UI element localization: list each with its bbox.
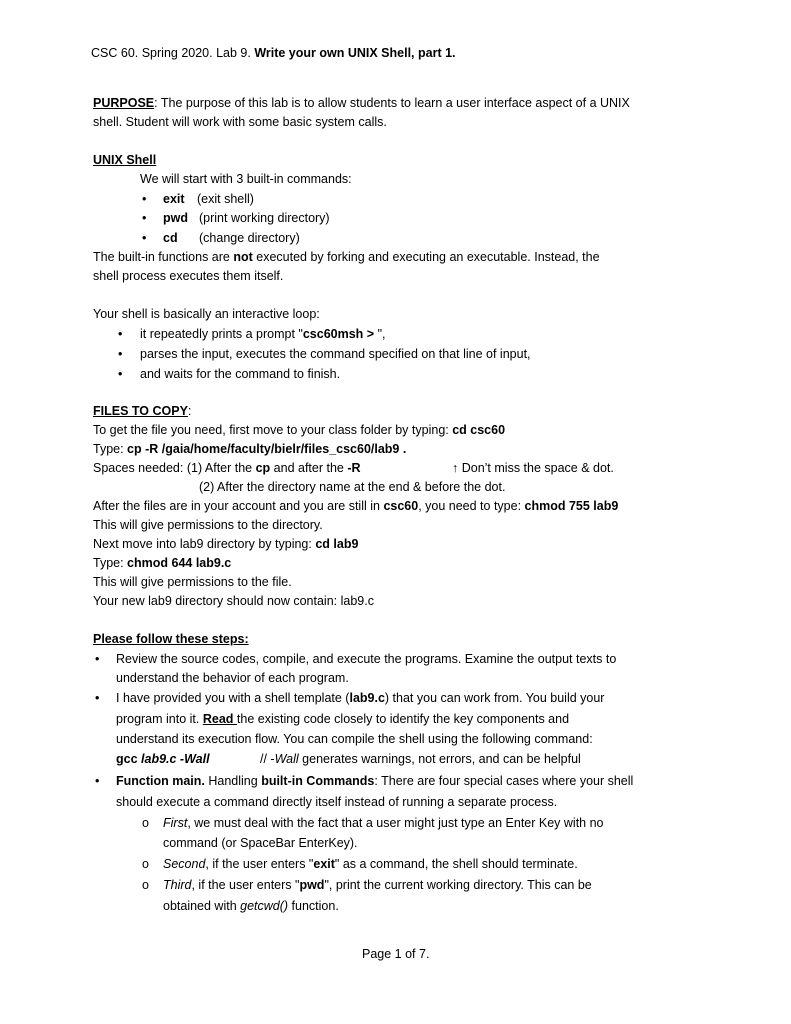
builtin-para-1: The built-in functions are not executed by forking and executing an executable. Instead, the bbox=[93, 250, 600, 264]
bullet-icon: • bbox=[118, 347, 123, 361]
sub-step-line: Second, if the user enters "exit" as a command, the shell should terminate. bbox=[163, 857, 578, 871]
files-line: Type: cp -R /gaia/home/faculty/bielr/files_csc60/lab9 . bbox=[93, 442, 407, 456]
step-line: program into it. Read the existing code closely to identify the key components and bbox=[116, 712, 570, 726]
header-line bbox=[91, 45, 456, 61]
step-line: understand its execution flow. You can compile the shell using the following command: bbox=[116, 732, 593, 746]
command-item: pwd bbox=[163, 211, 188, 225]
step-line: // -Wall generates warnings, not errors, and can be helpful bbox=[260, 752, 581, 766]
page-number: Page 1 of 7. bbox=[362, 947, 430, 961]
arrow-up-icon: ↑ bbox=[452, 461, 459, 475]
purpose-line-2: shell. Student will work with some basic system calls. bbox=[93, 115, 387, 129]
bullet-icon: • bbox=[118, 327, 123, 341]
loop-item: it repeatedly prints a prompt "csc60msh > ", bbox=[140, 327, 386, 341]
circle-bullet-icon: o bbox=[142, 857, 149, 871]
files-line: This will give permissions to the file. bbox=[93, 575, 292, 589]
bullet-icon: • bbox=[142, 211, 147, 225]
command-item: exit bbox=[163, 192, 185, 206]
command-desc: (exit shell) bbox=[197, 192, 254, 206]
lab-title: Write your own UNIX Shell, part 1. bbox=[254, 46, 456, 60]
files-heading-line: FILES TO COPY: bbox=[93, 404, 192, 418]
loop-intro: Your shell is basically an interactive loop: bbox=[93, 307, 320, 321]
step-line: understand the behavior of each program. bbox=[116, 671, 349, 685]
files-line: ↑ Don’t miss the space & dot. bbox=[452, 461, 614, 475]
step-line: I have provided you with a shell template (lab9.c) that you can work from. You build your bbox=[116, 691, 605, 705]
purpose-line-1: PURPOSE: The purpose of this lab is to allow students to learn a user interface aspect of a UNIX bbox=[93, 96, 630, 110]
sub-step-line: First, we must deal with the fact that a user might just type an Enter Key with no bbox=[163, 816, 604, 830]
command-desc: (print working directory) bbox=[199, 211, 330, 225]
course-info: CSC 60. Spring 2020. Lab 9. bbox=[91, 46, 251, 60]
bullet-icon: • bbox=[142, 192, 147, 206]
step-line: gcc lab9.c -Wall bbox=[116, 752, 210, 766]
bullet-icon: • bbox=[95, 691, 100, 705]
files-line: Next move into lab9 directory by typing: cd lab9 bbox=[93, 537, 359, 551]
circle-bullet-icon: o bbox=[142, 878, 149, 892]
builtin-intro: We will start with 3 built-in commands: bbox=[140, 172, 352, 186]
sub-step-line: obtained with getcwd() function. bbox=[163, 899, 339, 913]
step-line: Function main. Handling built-in Commands: There are four special cases where your shell bbox=[116, 774, 634, 788]
files-line: Your new lab9 directory should now contain: lab9.c bbox=[93, 594, 374, 608]
sub-step-line: command (or SpaceBar EnterKey). bbox=[163, 836, 358, 850]
files-line: This will give permissions to the directory. bbox=[93, 518, 323, 532]
files-line: After the files are in your account and you are still in csc60, you need to type: chmod 755 lab9 bbox=[93, 499, 619, 513]
bullet-icon: • bbox=[95, 652, 100, 666]
sub-step-line: Third, if the user enters "pwd", print the current working directory. This can be bbox=[163, 878, 592, 892]
loop-item: and waits for the command to finish. bbox=[140, 367, 341, 381]
builtin-para-2: shell process executes them itself. bbox=[93, 269, 284, 283]
files-heading: FILES TO COPY bbox=[93, 404, 188, 418]
bullet-icon: • bbox=[95, 774, 100, 788]
command-desc: (change directory) bbox=[199, 231, 300, 245]
bullet-icon: • bbox=[142, 231, 147, 245]
files-line: Type: chmod 644 lab9.c bbox=[93, 556, 232, 570]
step-line: should execute a command directly itself instead of running a separate process. bbox=[116, 795, 558, 809]
steps-heading: Please follow these steps: bbox=[93, 632, 249, 646]
loop-item: parses the input, executes the command specified on that line of input, bbox=[140, 347, 531, 361]
step-line: Review the source codes, compile, and execute the programs. Examine the output texts to bbox=[116, 652, 617, 666]
command-item: cd bbox=[163, 231, 178, 245]
unix-shell-heading: UNIX Shell bbox=[93, 153, 157, 167]
circle-bullet-icon: o bbox=[142, 816, 149, 830]
files-line: To get the file you need, first move to your class folder by typing: cd csc60 bbox=[93, 423, 506, 437]
files-line: Spaces needed: (1) After the cp and after the -R bbox=[93, 461, 361, 475]
bullet-icon: • bbox=[118, 367, 123, 381]
purpose-label: PURPOSE bbox=[93, 96, 155, 110]
files-line: (2) After the directory name at the end & before the dot. bbox=[199, 480, 506, 494]
